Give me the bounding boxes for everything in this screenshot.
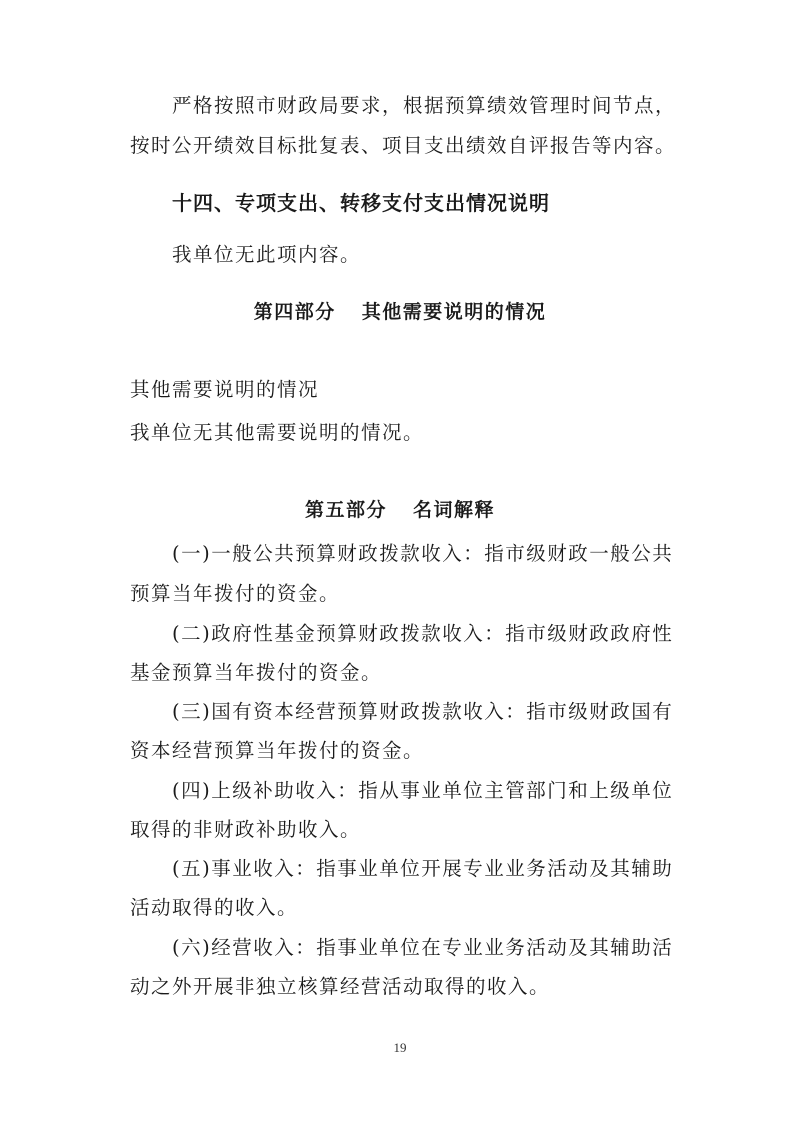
term-line: (二)政府性基金预算财政拨款收入：指市级财政政府性	[172, 622, 674, 645]
part-label: 第四部分	[253, 301, 336, 323]
part-title: 其他需要说明的情况	[361, 301, 547, 323]
term-line: (四)上级补助收入：指从事业单位主管部门和上级单位	[172, 779, 674, 802]
paragraph-line: 按时公开绩效目标批复表、项目支出绩效自评报告等内容。	[130, 134, 677, 157]
term-line: (一)一般公共预算财政拨款收入：指市级财政一般公共	[172, 542, 674, 565]
term-line: (五)事业收入：指事业单位开展专业业务活动及其辅助	[172, 857, 674, 880]
page-number: 19	[393, 1040, 407, 1055]
paragraph-line: 严格按照市财政局要求，根据预算绩效管理时间节点，	[172, 94, 677, 117]
term-line: 预算当年拨付的资金。	[130, 582, 341, 605]
subheading: 其他需要说明的情况	[130, 378, 320, 401]
term-line: (六)经营收入：指事业单位在专业业务活动及其辅助活	[172, 936, 674, 959]
term-line: 动之外开展非独立核算经营活动取得的收入。	[130, 975, 551, 998]
part-heading	[0, 496, 800, 524]
part-label: 第五部分	[304, 499, 387, 521]
term-line: 取得的非财政补助收入。	[130, 818, 362, 841]
part-heading	[0, 298, 800, 326]
term-line: 活动取得的收入。	[130, 896, 299, 919]
term-line: 基金预算当年拨付的资金。	[130, 661, 383, 684]
paragraph-line: 我单位无其他需要说明的情况。	[130, 421, 425, 444]
term-line: 资本经营预算当年拨付的资金。	[130, 739, 425, 762]
section-heading: 十四、专项支出、转移支付支出情况说明	[172, 191, 550, 215]
part-title: 名词解释	[413, 499, 496, 521]
term-line: (三)国有资本经营预算财政拨款收入：指市级财政国有	[172, 700, 674, 723]
paragraph-line: 我单位无此项内容。	[172, 243, 362, 266]
